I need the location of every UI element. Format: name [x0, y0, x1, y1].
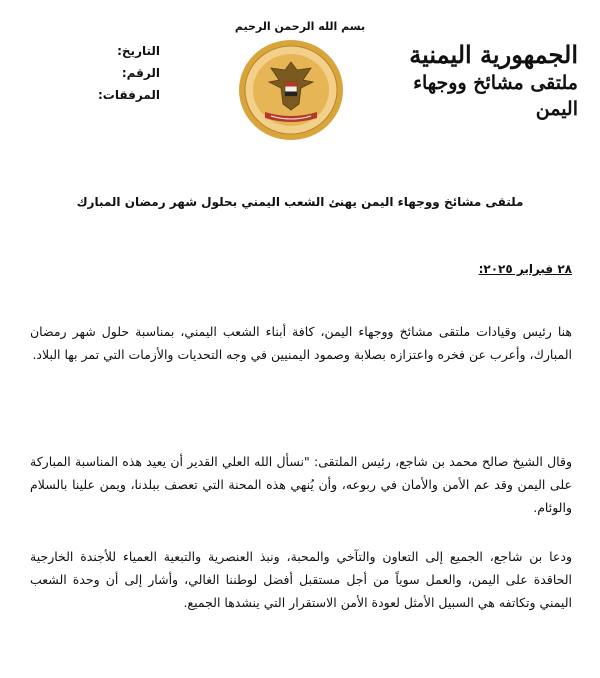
org-name-line2: ملتقى مشائخ ووجهاء اليمن: [413, 72, 578, 120]
attachments-label: المرفقات:: [98, 88, 160, 102]
paragraph-greeting: هنا رئيس وقيادات ملتقى مشائخ ووجهاء اليمن، كافة أبناء الشعب اليمني، بمناسبة حلول شهر رمضان المبارك، وأعرب عن فخره واعتزازه بصلابة وصمود اليمنيين في وجه التحديات والأزمات التي تمر بها البلاد.: [30, 324, 572, 362]
paragraph-call: ودعا بن شاجع، الجميع إلى التعاون والتآخي والمحبة، ونبذ العنصرية والتبعية العمياء للأجندة الخارجية الحاقدة على اليمن، والعمل سوياً من أجل مستقبل أفضل لوطننا الغالي، وأشار إلى أن وحدة الشعب اليمني وتكاتفه هي السبيل الأمثل لعودة الأمن الاستقرار التي ينشدها الجميع.: [30, 549, 572, 610]
date-label: التاريخ:: [117, 44, 160, 58]
org-name-line1: الجمهورية اليمنية: [409, 40, 578, 69]
letter-meta: [40, 40, 160, 106]
basmala: بسم الله الرحمن الرحيم: [234, 20, 366, 33]
document-date: ٢٨ فبراير ٢٠٢٥:: [478, 262, 572, 276]
yemen-eagle-emblem-icon: [235, 36, 347, 144]
document-title: ملتقى مشائخ ووجهاء اليمن يهنئ الشعب اليمني بحلول شهر رمضان المبارك: [76, 195, 524, 209]
paragraph-quote: وقال الشيخ صالح محمد بن شاجع، رئيس الملتقى: "نسأل الله العلي القدير أن يعيد هذه المناسبة المباركة على اليمن وقد عم الأمن والأمان في ربوعه، وأن يُنهي هذه المحنة التي تعصف ببلدنا، ويمن علينا بالسلام والوئام.: [30, 454, 572, 515]
organization-header: [378, 40, 578, 122]
number-label: الرقم:: [121, 66, 160, 80]
